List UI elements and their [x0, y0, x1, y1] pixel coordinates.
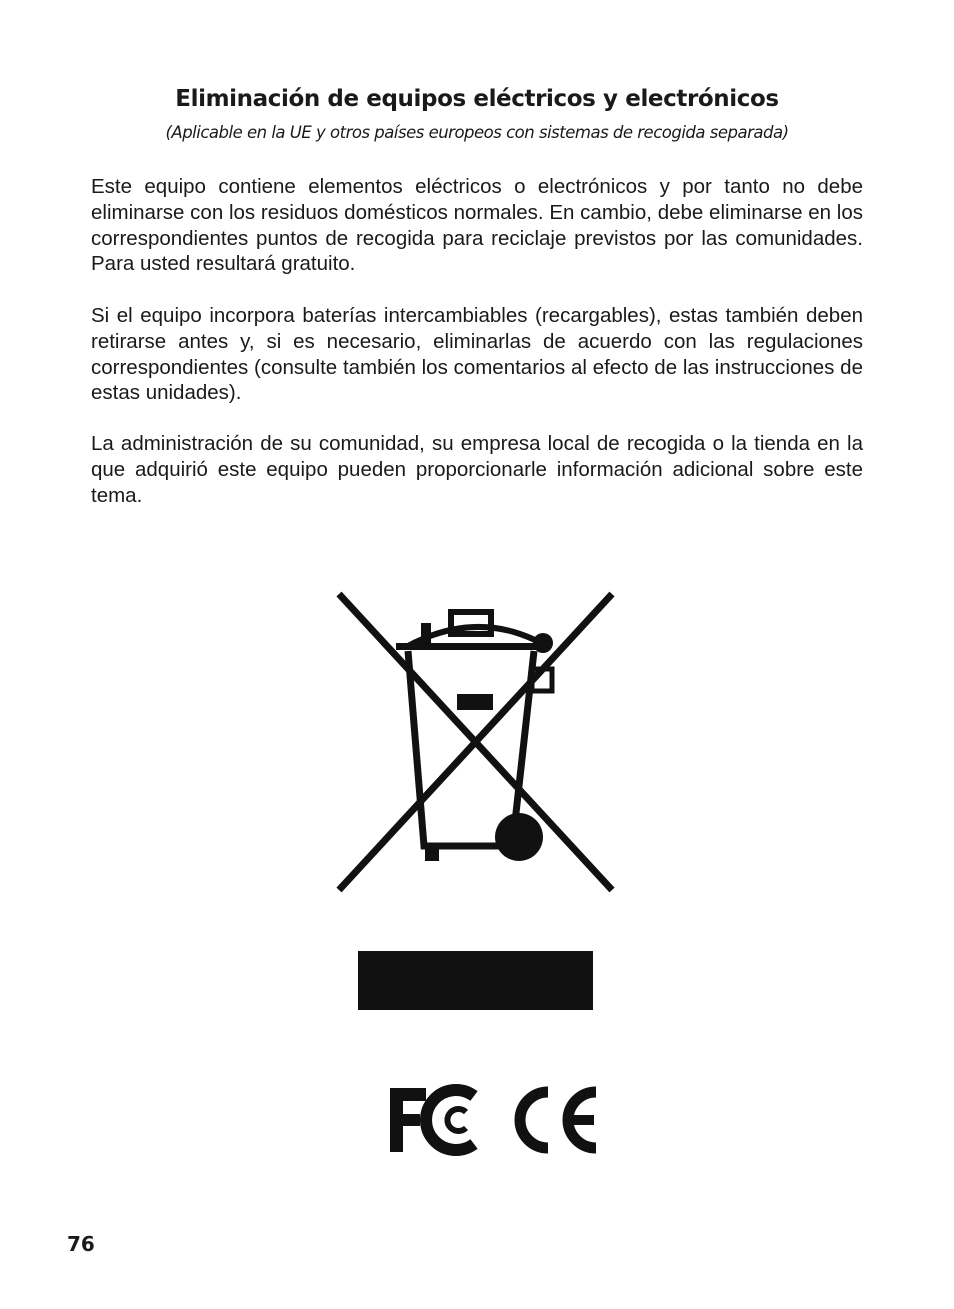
paragraph-batteries: Si el equipo incorpora baterías intercambiables (recargables), estas también deben retirarse antes y, si es necesario, eliminarlas de acuerdo con las regulaciones correspondientes (consulte también los comentarios al efecto de las instrucciones de estas unidades).	[91, 304, 863, 405]
paragraph-information: La administración de su comunidad, su empresa local de recogida o la tienda en la que adquirió este equipo pueden proporcionarle información adicional sobre este tema.	[91, 432, 863, 507]
certification-marks	[386, 1082, 606, 1163]
weee-symbol	[336, 591, 616, 901]
fcc-logo-icon	[390, 1088, 474, 1152]
crossed-out-wheelie-bin-icon	[336, 591, 616, 896]
bin-foot	[425, 846, 439, 861]
paragraph-disposal: Este equipo contiene elementos eléctricos o electrónicos y por tanto no debe eliminarse con los residuos domésticos normales. En cambio, debe eliminarse en los correspondientes puntos de recogida para reciclaje previstos por las comunidades. Para usted resultará gratuito.	[91, 175, 863, 276]
page-title: Eliminación de equipos eléctricos y electrónicos	[175, 86, 779, 112]
bin-slot	[457, 694, 493, 710]
bin-rim	[396, 643, 542, 650]
black-bar	[358, 951, 593, 1010]
bin-wheel	[495, 813, 543, 861]
page-subtitle: (Aplicable en la UE y otros países europeos con sistemas de recogida separada)	[165, 123, 789, 142]
page-number: 76	[67, 1232, 95, 1256]
ce-mark-icon	[520, 1092, 596, 1148]
bin-lid-hinge	[533, 633, 553, 653]
